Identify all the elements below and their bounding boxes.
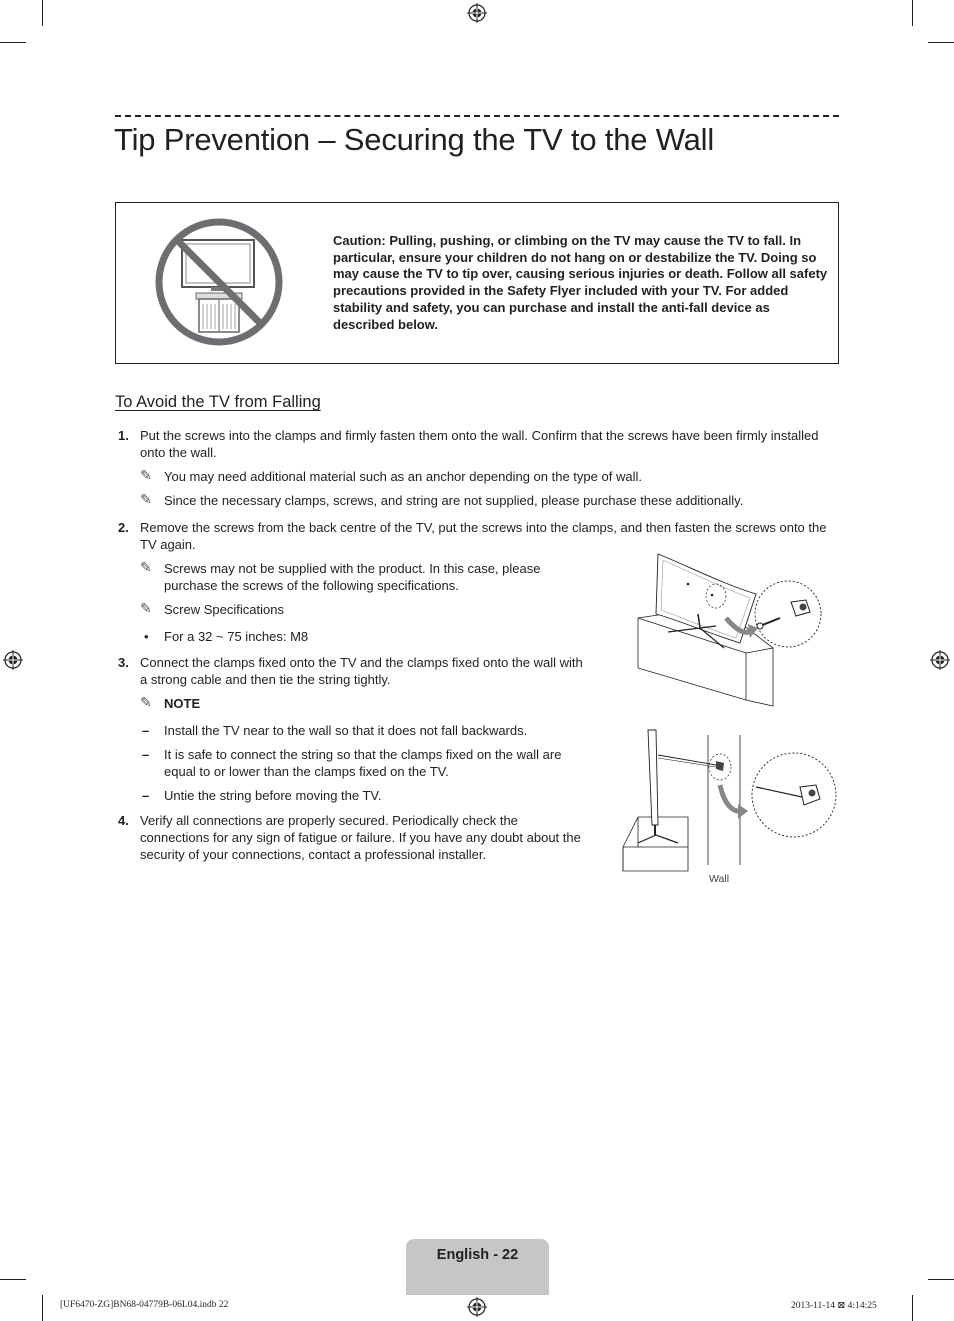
registration-mark-icon	[930, 650, 950, 670]
section-heading: To Avoid the TV from Falling	[115, 393, 321, 411]
note-pencil-icon: ✎	[140, 560, 152, 576]
tv-clamp-illustration	[628, 548, 828, 710]
print-slug-right: 2013-11-14 ⊠ 4:14:25	[791, 1301, 877, 1311]
step-note: Screw Specifications	[164, 602, 284, 617]
page-title: Tip Prevention – Securing the TV to the Wall	[114, 122, 715, 157]
title-rule	[115, 115, 839, 117]
page-number: English - 22	[436, 1247, 519, 1263]
crop-mark	[0, 1279, 26, 1280]
step-text: Remove the screws from the back centre of the TV, put the screws into the clamps, and then fasten the screws onto the TV again.	[140, 520, 827, 552]
wall-tie-illustration	[620, 725, 842, 877]
dash-mark: –	[142, 788, 150, 803]
step-number: 3.	[118, 655, 129, 670]
bullet-mark: •	[144, 629, 149, 644]
step-number: 2.	[118, 520, 129, 535]
crop-mark	[42, 1295, 43, 1321]
step-number: 4.	[118, 813, 129, 828]
note-pencil-icon: ✎	[140, 468, 152, 484]
no-climbing-warning-icon	[153, 216, 285, 348]
note-pencil-icon: ✎	[140, 601, 152, 617]
screw-spec: For a 32 ~ 75 inches: M8	[164, 629, 309, 644]
note-pencil-icon: ✎	[140, 492, 152, 508]
registration-mark-icon	[467, 1297, 487, 1317]
note-label: NOTE	[164, 696, 201, 711]
crop-mark	[928, 42, 954, 43]
caution-box	[115, 202, 839, 364]
note-item: Untie the string before moving the TV.	[164, 788, 382, 803]
wall-label: Wall	[709, 873, 730, 885]
note-item: Install the TV near to the wall so that it does not fall backwards.	[164, 723, 528, 738]
note-item: It is safe to connect the string so that the clamps fixed on the wall are equal to or lower than the clamps fixed on the TV.	[164, 747, 562, 779]
crop-mark	[912, 1295, 913, 1321]
caution-text: Caution: Pulling, pushing, or climbing on the TV may cause the TV to fall. In particular, ensure your children do not hang on or destabilize the TV. Doing so may cause the TV to tip over, causing serious injuries or death. Follow all safety precautions provided in the Safety Flyer included with your TV. For added stability and safety, you can purchase and install the anti-fall device as described below.	[333, 233, 828, 332]
step-note: Since the necessary clamps, screws, and string are not supplied, please purchase these additionally.	[164, 493, 744, 508]
crop-mark	[912, 0, 913, 26]
note-pencil-icon: ✎	[140, 695, 152, 711]
crop-mark	[0, 42, 26, 43]
dash-mark: –	[142, 747, 150, 762]
dash-mark: –	[142, 723, 150, 738]
registration-mark-icon	[467, 3, 487, 23]
step-note: Screws may not be supplied with the product. In this case, please purchase the screws of the following specifications.	[164, 561, 541, 593]
print-slug-left: [UF6470-ZG]BN68-04779B-06L04.indb 22	[60, 1300, 229, 1310]
step-note: You may need additional material such as an anchor depending on the type of wall.	[164, 469, 642, 484]
step-text: Connect the clamps fixed onto the TV and the clamps fixed onto the wall with a strong cable and then tie the string tightly.	[140, 655, 583, 687]
step-text: Verify all connections are properly secured. Periodically check the connections for any sign of fatigue or failure. If you have any doubt about the security of your connections, contact a professional installer.	[140, 813, 581, 862]
step-text: Put the screws into the clamps and firmly fasten them onto the wall. Confirm that the screws have been firmly installed onto the wall.	[140, 428, 819, 460]
step-number: 1.	[118, 428, 129, 443]
crop-mark	[42, 0, 43, 26]
registration-mark-icon	[3, 650, 23, 670]
crop-mark	[928, 1279, 954, 1280]
page-number-tab	[406, 1239, 549, 1295]
